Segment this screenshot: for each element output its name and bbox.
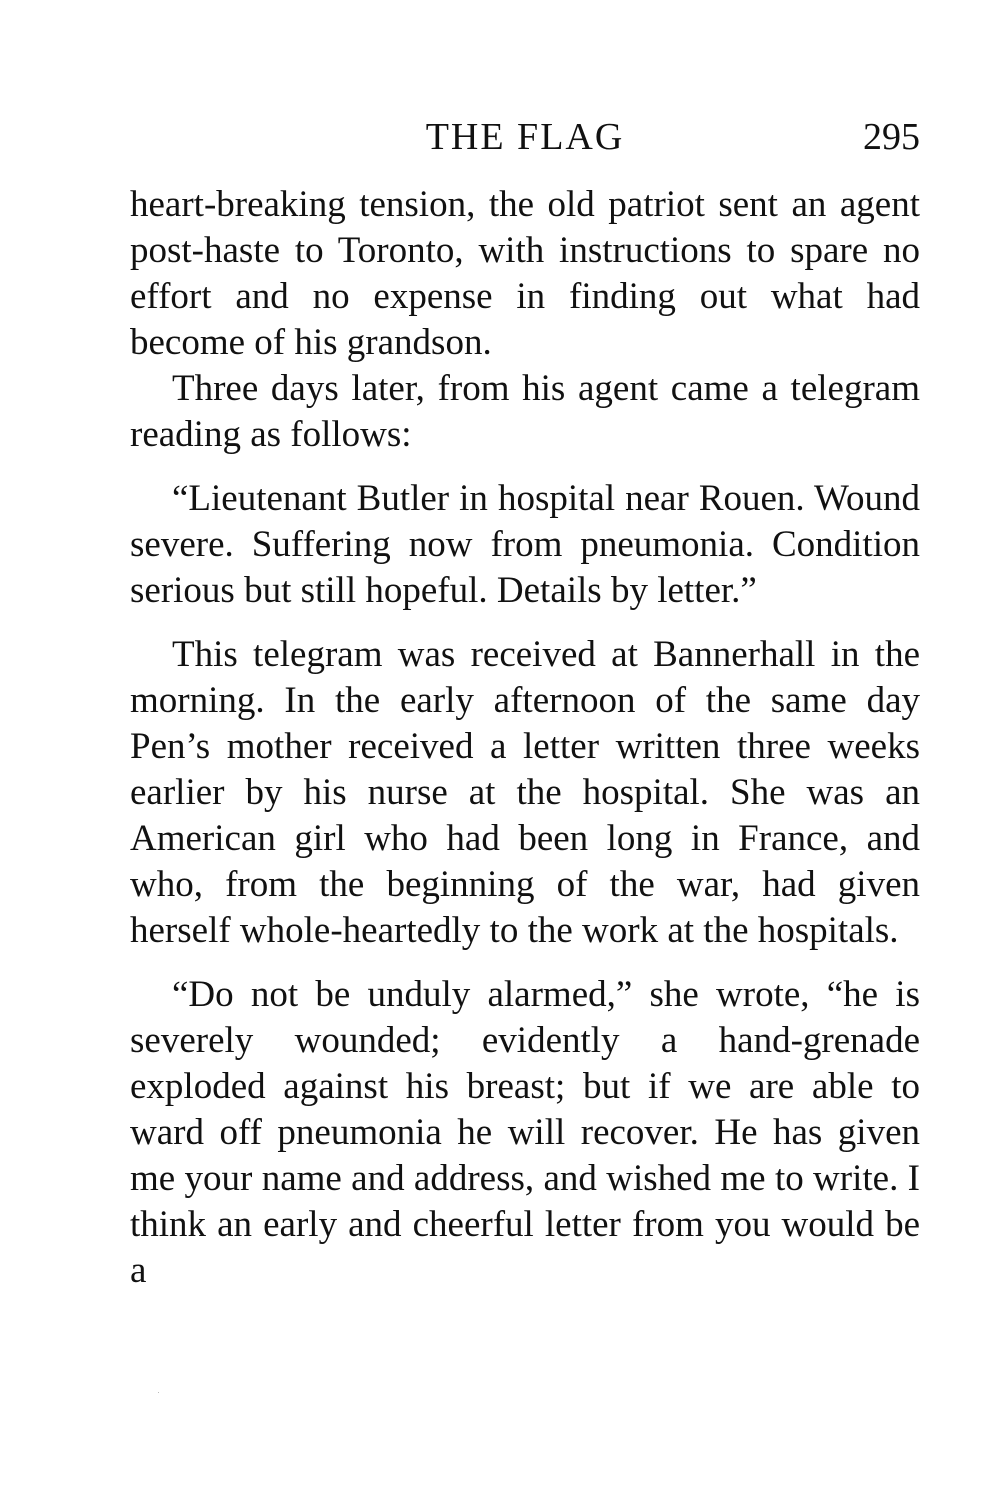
paragraph-nurse-letter: “Do not be unduly alarmed,” she wrote, “he is severely wounded; evidently a hand-grenade exploded against his breast; but if we are able to ward off pneumonia he will recover. He has given me your name and address, and wished me to write. I think an early and cheerful letter from you would be a xyxy=(130,974,920,1291)
page-number: 295 xyxy=(863,116,920,158)
scan-speck xyxy=(158,1392,159,1393)
paragraph-telegram-intro: Three days later, from his agent came a telegram reading as follows: xyxy=(130,368,920,455)
running-head xyxy=(130,112,920,162)
running-title: THE FLAG xyxy=(425,116,625,158)
body-text xyxy=(130,182,920,1294)
paragraph-letter-received: This telegram was received at Bannerhall in the morning. In the early afternoon of the same day Pen’s mother received a letter written three weeks earlier by his nurse at the hospital. She was an American girl who had been long in France, and who, from the beginning of the war, had given herself whole-heartedly to the work at the hospitals. xyxy=(130,634,920,951)
paragraph-continuation: heart-breaking tension, the old patriot sent an agent post-haste to Toronto, with instructions to spare no effort and no expense in finding out what had become of his grandson. xyxy=(130,184,920,363)
paragraph-telegram-quote: “Lieutenant Butler in hospital near Rouen. Wound severe. Suffering now from pneumonia. Condition serious but still hopeful. Details by letter.” xyxy=(130,478,920,611)
